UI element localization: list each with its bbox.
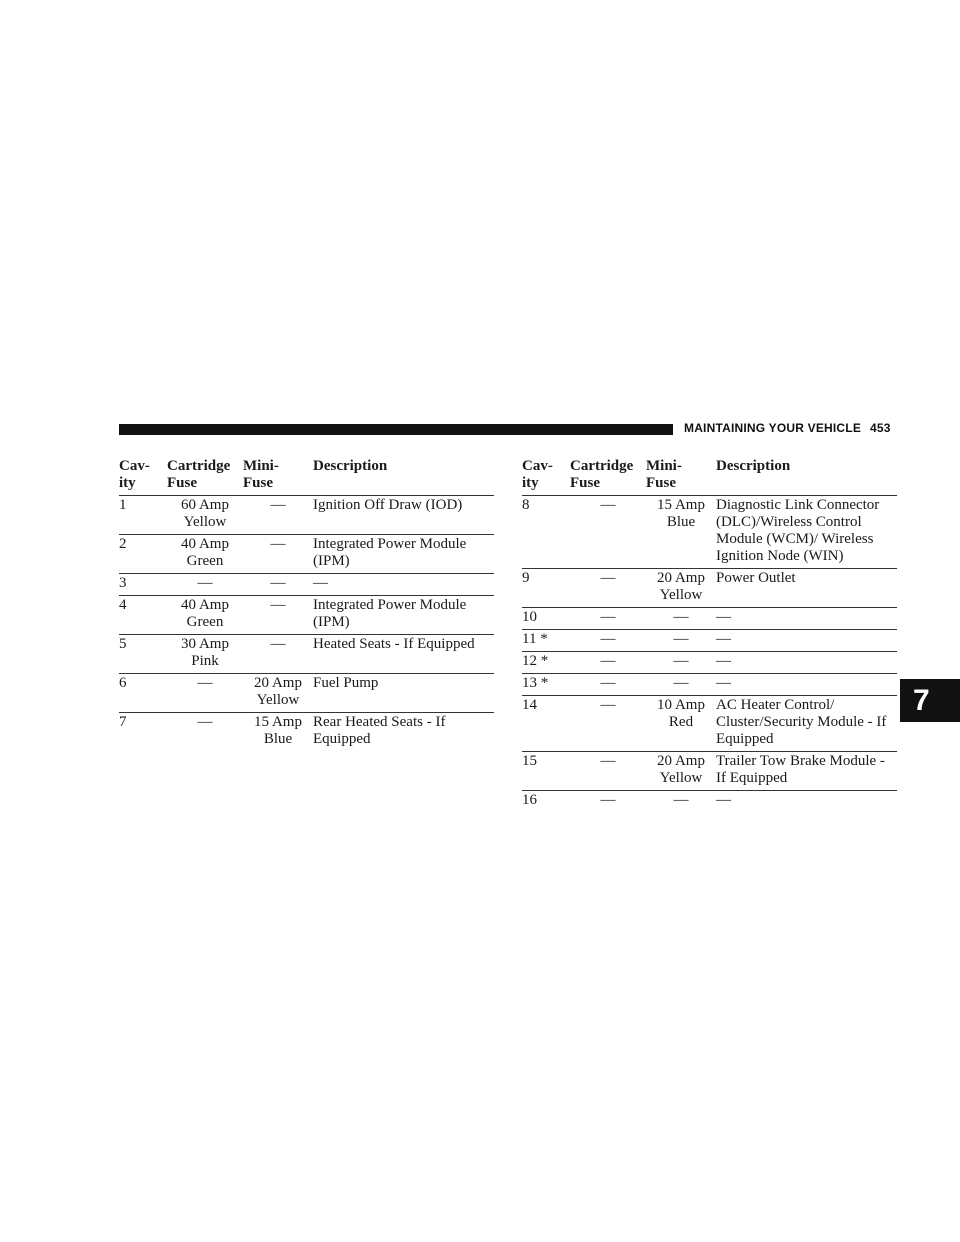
table-row (119, 635, 494, 674)
cell-cavity: 5 (119, 636, 127, 652)
table-row (522, 696, 897, 752)
table-row (119, 574, 494, 596)
cell-description: Ignition Off Draw (IOD) (313, 497, 463, 513)
cell-cartridge-fuse: — (197, 575, 213, 591)
cell-description: Diagnostic Link Connector (DLC)/Wireless Control Module (WCM)/ Wireless Ignition Node (WIN) (716, 497, 880, 564)
cell-cavity: 9 (522, 570, 530, 586)
cell-cartridge-fuse: 60 Amp Yellow (181, 497, 229, 530)
table-row (522, 496, 897, 569)
cell-cartridge-fuse: 40 Amp Green (181, 536, 229, 569)
cell-mini-fuse: — (270, 597, 286, 613)
cell-description: Heated Seats - If Equipped (313, 636, 475, 652)
cell-description: Fuel Pump (313, 675, 379, 691)
header-mini-fuse: Mini- Fuse (243, 458, 279, 491)
cell-cavity: 3 (119, 575, 127, 591)
cell-mini-fuse: 20 Amp Yellow (657, 753, 705, 786)
table-header-row (119, 458, 494, 496)
table-row (522, 569, 897, 608)
cell-cartridge-fuse: — (600, 675, 616, 691)
section-title: MAINTAINING YOUR VEHICLE (684, 421, 862, 435)
table-row (119, 535, 494, 574)
cell-cavity: 7 (119, 714, 127, 730)
table-row (119, 496, 494, 535)
cell-cartridge-fuse: — (600, 697, 616, 713)
cell-mini-fuse: — (673, 631, 689, 647)
cell-mini-fuse: — (270, 497, 286, 513)
cell-cartridge-fuse: 30 Amp Pink (181, 636, 229, 669)
cell-description: Power Outlet (716, 570, 796, 586)
header-cavity: Cav- ity (119, 458, 150, 491)
cell-cavity: 11 * (522, 631, 548, 647)
table-row (522, 752, 897, 791)
header-cartridge-fuse: Cartridge Fuse (167, 458, 231, 491)
cell-mini-fuse: 20 Amp Yellow (657, 570, 705, 603)
cell-mini-fuse: — (673, 653, 689, 669)
header-description: Description (313, 458, 388, 474)
cell-cartridge-fuse: — (600, 792, 616, 808)
header-description: Description (716, 458, 791, 474)
table-row (522, 630, 897, 652)
cell-description: — (716, 653, 731, 669)
cell-cavity: 4 (119, 597, 127, 613)
table-row (119, 596, 494, 635)
cell-cartridge-fuse: — (600, 653, 616, 669)
cell-cavity: 12 * (522, 653, 549, 669)
cell-cartridge-fuse: — (600, 497, 616, 513)
table-row (522, 652, 897, 674)
cell-mini-fuse: — (270, 636, 286, 652)
cell-cavity: 8 (522, 497, 530, 513)
cell-mini-fuse: — (673, 792, 689, 808)
table-row (119, 713, 494, 752)
table-header-row (522, 458, 897, 496)
header-cartridge-fuse: Cartridge Fuse (570, 458, 634, 491)
header-rule (119, 424, 673, 435)
cell-description: — (716, 675, 731, 691)
cell-description: AC Heater Control/ Cluster/Security Module - If Equipped (716, 697, 887, 747)
fuse-table-left (119, 458, 494, 751)
cell-cartridge-fuse: — (600, 609, 616, 625)
cell-cartridge-fuse: — (600, 631, 616, 647)
cell-description: — (716, 609, 731, 625)
cell-description: Trailer Tow Brake Module - If Equipped (716, 753, 885, 786)
cell-description: Rear Heated Seats - If Equipped (313, 714, 446, 747)
cell-cartridge-fuse: — (197, 675, 213, 691)
running-header (684, 421, 891, 435)
cell-description: Integrated Power Module (IPM) (313, 597, 467, 630)
cell-cavity: 1 (119, 497, 127, 513)
cell-mini-fuse: 15 Amp Blue (657, 497, 705, 530)
cell-mini-fuse: 15 Amp Blue (254, 714, 302, 747)
table-row (522, 608, 897, 630)
cell-cavity: 13 * (522, 675, 549, 691)
cell-cartridge-fuse: — (600, 753, 616, 769)
cell-cavity: 6 (119, 675, 127, 691)
cell-cavity: 16 (522, 792, 537, 808)
cell-description: Integrated Power Module (IPM) (313, 536, 467, 569)
cell-cavity: 14 (522, 697, 537, 713)
cell-cavity: 15 (522, 753, 537, 769)
cell-mini-fuse: — (270, 536, 286, 552)
cell-cavity: 2 (119, 536, 127, 552)
table-row (522, 791, 897, 813)
cell-mini-fuse: — (673, 609, 689, 625)
cell-description: — (716, 792, 731, 808)
cell-cartridge-fuse: 40 Amp Green (181, 597, 229, 630)
table-row (522, 674, 897, 696)
header-cavity: Cav- ity (522, 458, 553, 491)
cell-mini-fuse: — (270, 575, 286, 591)
cell-cartridge-fuse: — (600, 570, 616, 586)
cell-description: — (313, 575, 328, 591)
chapter-tab: 7 (900, 679, 960, 722)
fuse-table-right (522, 458, 897, 812)
page-number: 453 (870, 421, 891, 435)
cell-mini-fuse: 10 Amp Red (657, 697, 705, 730)
cell-description: — (716, 631, 731, 647)
cell-mini-fuse: — (673, 675, 689, 691)
table-row (119, 674, 494, 713)
cell-cartridge-fuse: — (197, 714, 213, 730)
cell-cavity: 10 (522, 609, 537, 625)
header-mini-fuse: Mini- Fuse (646, 458, 682, 491)
cell-mini-fuse: 20 Amp Yellow (254, 675, 302, 708)
